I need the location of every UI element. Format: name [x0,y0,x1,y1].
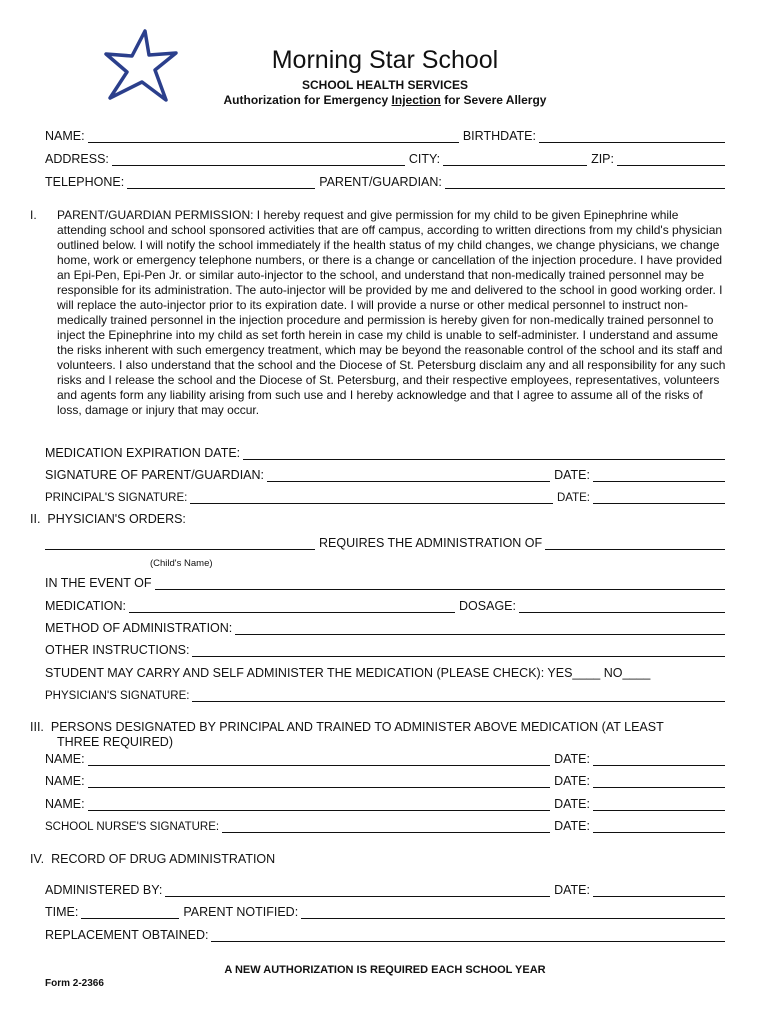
designee-date-field[interactable] [593,798,725,811]
event-label: IN THE EVENT OF [45,576,152,590]
section-2-number: II. [30,512,41,526]
requires-label: REQUIRES THE ADMINISTRATION OF [319,536,543,550]
section-3-title [30,720,664,750]
other-instructions-label: OTHER INSTRUCTIONS: [45,643,190,657]
replacement-row [45,926,725,942]
event-field[interactable] [155,577,725,590]
physician-signature-label: PHYSICIAN'S SIGNATURE: [45,690,190,702]
form-subtitle: Authorization for Emergency Injection for Severe Allergy [223,93,547,107]
date-label: DATE: [554,752,590,766]
birthdate-label: BIRTHDATE: [462,129,536,143]
medication-label: MEDICATION: [45,599,127,613]
date-label: DATE: [554,774,590,788]
administered-row [45,881,725,897]
dosage-label: DOSAGE: [459,599,516,613]
school-title: Morning Star School [271,46,499,74]
time-row [45,903,725,919]
date-label: DATE: [554,468,590,482]
replacement-label: REPLACEMENT OBTAINED: [45,928,209,942]
nurse-date-field[interactable] [593,820,725,833]
nurse-signature-label: SCHOOL NURSE'S SIGNATURE: [45,821,220,833]
administered-label: ADMINISTERED BY: [45,883,163,897]
designee-row [45,772,725,788]
address-label: ADDRESS: [45,152,109,166]
drug-record-title: RECORD OF DRUG ADMINISTRATION [51,852,276,866]
section-3-number: III. [30,720,44,734]
designee-name-field[interactable] [88,775,551,788]
nurse-signature-field[interactable] [222,820,550,833]
designee-name-label: NAME: [45,774,85,788]
administered-date-field[interactable] [593,884,725,897]
zip-field[interactable] [617,153,725,166]
section-3-title-line2: THREE REQUIRED) [57,735,173,749]
birthdate-field[interactable] [539,130,725,143]
address-row [45,150,725,166]
principal-signature-row [45,488,725,504]
parent-signature-label: SIGNATURE OF PARENT/GUARDIAN: [45,468,265,482]
parent-signature-date-field[interactable] [593,469,725,482]
time-label: TIME: [45,905,79,919]
parent-notified-label: PARENT NOTIFIED: [183,905,299,919]
designee-name-field[interactable] [88,798,551,811]
telephone-field[interactable] [127,176,315,189]
time-field[interactable] [81,906,179,919]
expiration-field[interactable] [243,447,725,460]
child-name-field[interactable] [45,537,315,550]
other-instructions-row [45,641,725,657]
principal-signature-date-field[interactable] [593,491,725,504]
section-3-title-line1: PERSONS DESIGNATED BY PRINCIPAL AND TRAINED TO ADMINISTER ABOVE MEDICATION (AT LEAST [50,720,664,734]
zip-label: ZIP: [591,152,614,166]
expiration-label: MEDICATION EXPIRATION DATE: [45,446,241,460]
principal-signature-field[interactable] [190,491,553,504]
method-field[interactable] [235,622,725,635]
event-row [45,574,725,590]
physician-signature-field[interactable] [192,689,725,702]
parent-notified-field[interactable] [301,906,725,919]
telephone-row [45,173,725,189]
date-label: DATE: [554,819,590,833]
form-number: Form 2-2366 [45,978,104,989]
other-instructions-field[interactable] [192,644,725,657]
date-label: DATE: [554,797,590,811]
child-name-caption: (Child's Name) [150,558,213,569]
replacement-field[interactable] [211,929,725,942]
parent-label: PARENT/GUARDIAN: [319,175,442,189]
student-name-row [45,127,725,143]
telephone-label: TELEPHONE: [45,175,125,189]
requires-row [45,534,725,550]
expiration-row [45,444,725,460]
dosage-field[interactable] [519,600,725,613]
section-2-title [30,512,186,526]
nurse-signature-row [45,817,725,833]
designee-name-label: NAME: [45,752,85,766]
designee-name-label: NAME: [45,797,85,811]
name-field[interactable] [88,130,459,143]
permission-text: PARENT/GUARDIAN PERMISSION: I hereby request and give permission for my child to be given Epinephrine while attending school and school sponsored activities that are off campus, according to written directions from my child's physician outlined below. I will notify the school immediately if the health status of my child changes, we change physicians, we change home, work or emergency telephone numbers, or there is a change or cancellation of the injection procedure. I have provided an Epi-Pen, Epi-Pen Jr. or similar auto-injector to the school, and understand that non-medically trained personnel may be responsible for its administration. The auto-injector will be provided by me and delivered to the school in good working order. I will replace the auto-injector prior to its expiration date. I will provide a nurse or other medical personnel to instruct non-medically trained personnel in the injection procedure and permission is hereby given for non-medically trained personnel to inject the Epinephrine into my child as set forth herein in case my child is unable to self-administer. I understand and assume the risks inherent with such emergency treatment, which may be beyond the reasonable control of the school and its staff and volunteers. I also understand that the school and the Diocese of St. Petersburg disclaim any and all responsibility for any such risks and I release the school and the Diocese of St. Petersburg, and their respective employees, representatives, volunteers and agents form any liability arising from such use and I hereby acknowledge and that I agree to assume all of the risks of loss, damage or injury that may occur. [57,208,726,417]
parent-field[interactable] [445,176,725,189]
designee-date-field[interactable] [593,753,725,766]
designee-date-field[interactable] [593,775,725,788]
address-field[interactable] [112,153,405,166]
date-label: DATE: [554,883,590,897]
medication-field[interactable] [129,600,455,613]
administration-of-field[interactable] [545,537,725,550]
services-title: SCHOOL HEALTH SERVICES [301,78,469,92]
medication-row [45,597,725,613]
parent-signature-field[interactable] [267,469,550,482]
section-4-number: IV. [30,852,45,866]
physician-orders-title: PHYSICIAN'S ORDERS: [47,512,186,526]
designee-row [45,750,725,766]
name-label: NAME: [45,129,85,143]
designee-name-field[interactable] [88,753,551,766]
physician-signature-row [45,686,725,702]
self-carry-label[interactable]: STUDENT MAY CARRY AND SELF ADMINISTER THE MEDICATION (PLEASE CHECK): YES____ NO____ [45,666,651,680]
method-row [45,619,725,635]
principal-signature-label: PRINCIPAL'S SIGNATURE: [45,492,188,504]
designee-row [45,795,725,811]
method-label: METHOD OF ADMINISTRATION: [45,621,233,635]
city-field[interactable] [443,153,587,166]
administered-field[interactable] [165,884,550,897]
date-label: DATE: [556,492,590,504]
self-carry-row [45,664,725,680]
section-1-permission [30,208,730,418]
section-4-title [30,852,275,866]
annual-authorization-notice: A NEW AUTHORIZATION IS REQUIRED EACH SCHOOL YEAR [224,964,546,976]
section-1-number: I. [30,208,37,222]
city-label: CITY: [408,152,441,166]
parent-signature-row [45,466,725,482]
